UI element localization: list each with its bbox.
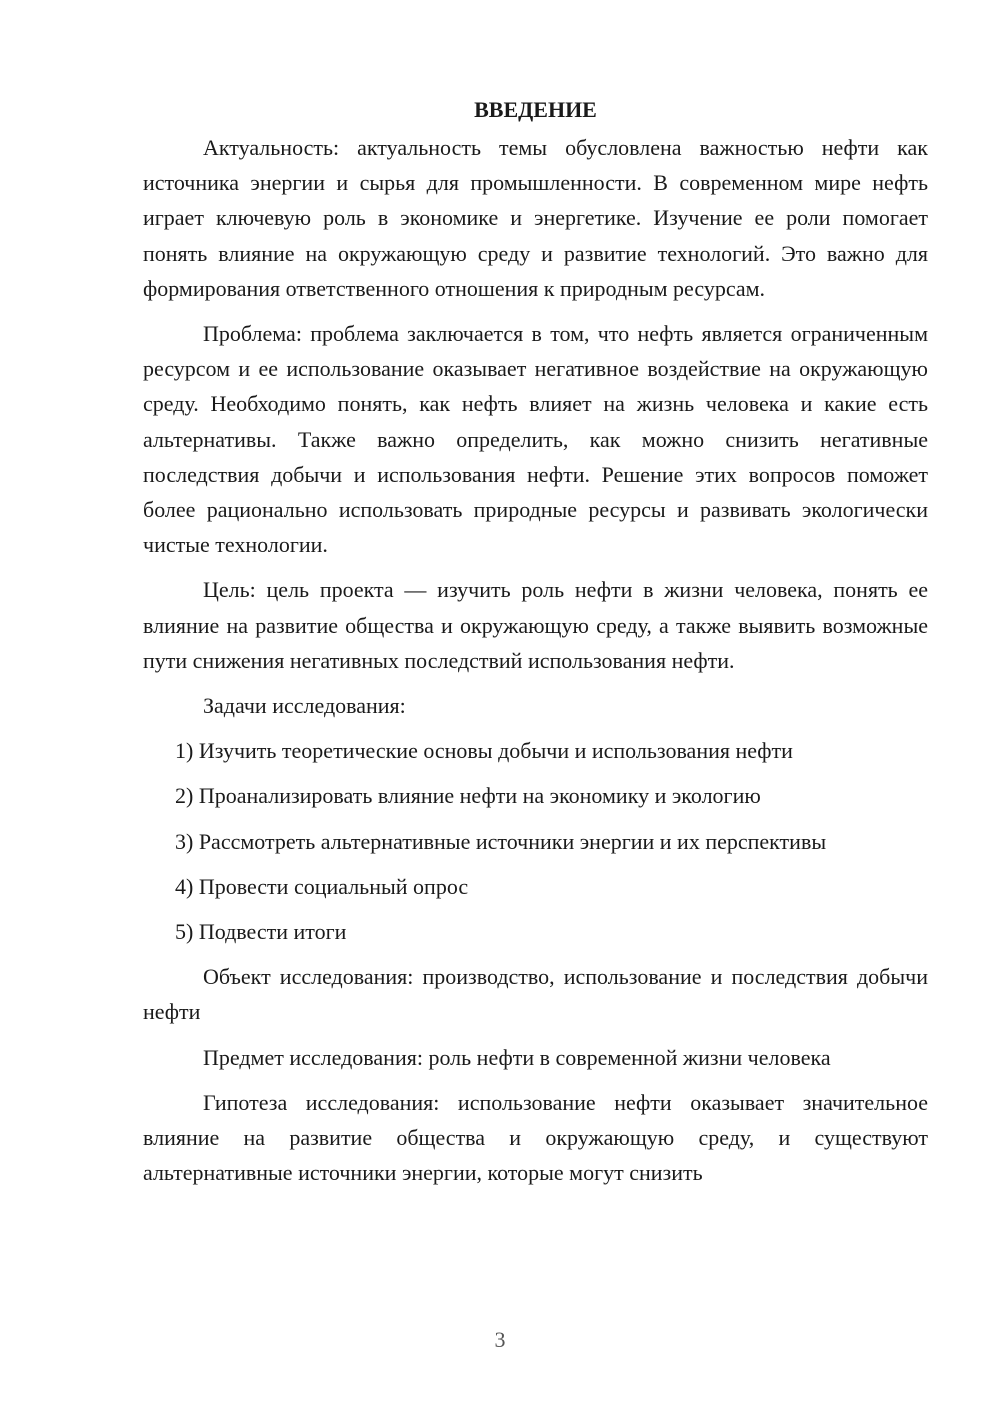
page-title: ВВЕДЕНИЕ bbox=[474, 97, 597, 122]
paragraph-problem: Проблема: проблема заключается в том, что нефть является ограниченным ресурсом и ее использование оказывает негативное воздействие на окружающую среду. Необходимо понять, как нефть влияет на жизнь человека и какие есть альтернативы. Также важно определить, как можно снизить негативные последствия добычи и использования нефти. Решение этих вопросов поможет более рационально использовать природные ресурсы и развивать экологически чистые технологии. bbox=[143, 321, 928, 558]
paragraph-hypothesis: Гипотеза исследования: использование нефти оказывает значительное влияние на развитие общества и окружающую среду, и существуют альтернативные источники энергии, которые могут снизить bbox=[143, 1089, 928, 1186]
paragraph-goal: Цель: цель проекта — изучить роль нефти в жизни человека, понять ее влияние на развитие общества и окружающую среду, а также выявить возможные пути снижения негативных последствий использования нефти. bbox=[143, 577, 928, 673]
list-item: 1) Изучить теоретические основы добычи и использования нефти bbox=[175, 738, 793, 764]
list-item: 4) Провести социальный опрос bbox=[175, 873, 469, 899]
document-page bbox=[143, 92, 928, 1200]
tasks-list bbox=[143, 733, 928, 949]
paragraph-object: Объект исследования: производство, использование и последствия добычи нефти bbox=[143, 964, 928, 1025]
list-item: 5) Подвести итоги bbox=[175, 919, 347, 945]
list-item: 2) Проанализировать влияние нефти на экономику и экологию bbox=[175, 783, 761, 809]
paragraph-relevance: Актуальность: актуальность темы обусловлена важностью нефти как источника энергии и сырья для промышленности. В современном мире нефть играет ключевую роль в экономике и энергетике. Изучение ее роли помогает понять влияние на окружающую среду и развитие технологий. Это важно для формирования ответственного отношения к природным ресурсам. bbox=[143, 135, 928, 301]
list-item: 3) Рассмотреть альтернативные источники энергии и их перспективы bbox=[175, 828, 827, 854]
page-number: 3 bbox=[494, 1327, 506, 1352]
paragraph-subject: Предмет исследования: роль нефти в современной жизни человека bbox=[203, 1044, 831, 1070]
paragraph-tasks-heading: Задачи исследования: bbox=[203, 693, 406, 719]
